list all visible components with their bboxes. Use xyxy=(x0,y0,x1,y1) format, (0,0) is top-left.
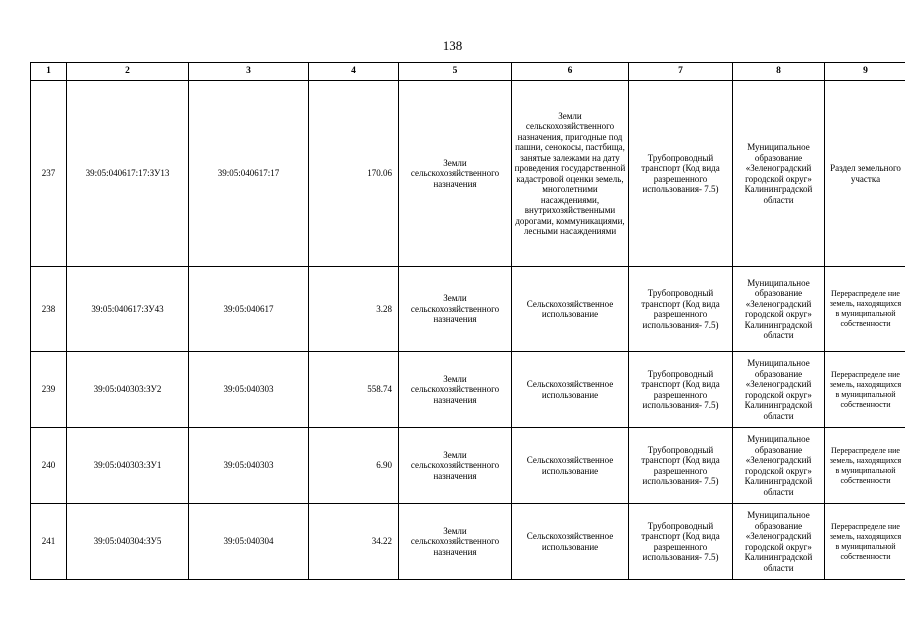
table-row xyxy=(31,428,905,504)
table-row xyxy=(31,504,905,580)
land-category: Земли сельскохозяйственного назначения xyxy=(399,352,512,428)
area-value: 558.74 xyxy=(309,352,399,428)
owner: Муниципальное образование «Зеленоградский городской округ» Калининградской области xyxy=(733,352,825,428)
area-value: 3.28 xyxy=(309,267,399,352)
column-header: 6 xyxy=(512,63,629,81)
permitted-use: Сельскохозяйственное использование xyxy=(512,504,629,580)
new-cadastral-number: 39:05:040617:17:ЗУ13 xyxy=(67,81,189,267)
formation-method: Раздел земельного участка xyxy=(825,81,905,267)
column-header: 4 xyxy=(309,63,399,81)
column-header: 1 xyxy=(31,63,67,81)
new-permitted-use: Трубопроводный транспорт (Код вида разрешенного использования- 7.5) xyxy=(629,352,733,428)
row-number: 240 xyxy=(31,428,67,504)
area-value: 34.22 xyxy=(309,504,399,580)
column-header: 5 xyxy=(399,63,512,81)
row-number: 239 xyxy=(31,352,67,428)
row-number: 237 xyxy=(31,81,67,267)
new-permitted-use: Трубопроводный транспорт (Код вида разрешенного использования- 7.5) xyxy=(629,267,733,352)
new-cadastral-number: 39:05:040304:ЗУ5 xyxy=(67,504,189,580)
table-row xyxy=(31,81,905,267)
column-header: 3 xyxy=(189,63,309,81)
area-value: 170.06 xyxy=(309,81,399,267)
permitted-use: Земли сельскохозяйственного назначения, пригодные под пашни, сенокосы, пастбища, занятые залежами на дату проведения государственной кадастровой оценки земель, многолетними насаждениями, внутрихозяйственными дорогами, коммуникациями, лесными насаждениями xyxy=(512,81,629,267)
source-cadastral-number: 39:05:040303 xyxy=(189,352,309,428)
row-number: 241 xyxy=(31,504,67,580)
new-permitted-use: Трубопроводный транспорт (Код вида разрешенного использования- 7.5) xyxy=(629,428,733,504)
new-cadastral-number: 39:05:040303:ЗУ2 xyxy=(67,352,189,428)
source-cadastral-number: 39:05:040617 xyxy=(189,267,309,352)
formation-method: Перераспределе ние земель, находящихся в муниципальной собственности xyxy=(825,267,905,352)
formation-method: Перераспределе ние земель, находящихся в муниципальной собственности xyxy=(825,352,905,428)
permitted-use: Сельскохозяйственное использование xyxy=(512,267,629,352)
owner: Муниципальное образование «Зеленоградский городской округ» Калининградской области xyxy=(733,267,825,352)
formation-method: Перераспределе ние земель, находящихся в муниципальной собственности xyxy=(825,428,905,504)
new-cadastral-number: 39:05:040617:ЗУ43 xyxy=(67,267,189,352)
land-category: Земли сельскохозяйственного назначения xyxy=(399,267,512,352)
land-category: Земли сельскохозяйственного назначения xyxy=(399,504,512,580)
permitted-use: Сельскохозяйственное использование xyxy=(512,352,629,428)
source-cadastral-number: 39:05:040304 xyxy=(189,504,309,580)
land-category: Земли сельскохозяйственного назначения xyxy=(399,81,512,267)
table-row xyxy=(31,352,905,428)
column-header: 2 xyxy=(67,63,189,81)
formation-method: Перераспределе ние земель, находящихся в муниципальной собственности xyxy=(825,504,905,580)
column-header: 9 xyxy=(825,63,905,81)
owner: Муниципальное образование «Зеленоградский городской округ» Калининградской области xyxy=(733,428,825,504)
new-permitted-use: Трубопроводный транспорт (Код вида разрешенного использования- 7.5) xyxy=(629,504,733,580)
row-number: 238 xyxy=(31,267,67,352)
area-value: 6.90 xyxy=(309,428,399,504)
owner: Муниципальное образование «Зеленоградский городской округ» Калининградской области xyxy=(733,81,825,267)
source-cadastral-number: 39:05:040617:17 xyxy=(189,81,309,267)
page-number: 138 xyxy=(442,38,463,53)
land-category: Земли сельскохозяйственного назначения xyxy=(399,428,512,504)
land-plots-table xyxy=(30,62,905,580)
owner: Муниципальное образование «Зеленоградский городской округ» Калининградской области xyxy=(733,504,825,580)
new-permitted-use: Трубопроводный транспорт (Код вида разрешенного использования- 7.5) xyxy=(629,81,733,267)
new-cadastral-number: 39:05:040303:ЗУ1 xyxy=(67,428,189,504)
column-header: 7 xyxy=(629,63,733,81)
source-cadastral-number: 39:05:040303 xyxy=(189,428,309,504)
permitted-use: Сельскохозяйственное использование xyxy=(512,428,629,504)
column-header: 8 xyxy=(733,63,825,81)
header-row xyxy=(31,63,905,81)
table-row xyxy=(31,267,905,352)
